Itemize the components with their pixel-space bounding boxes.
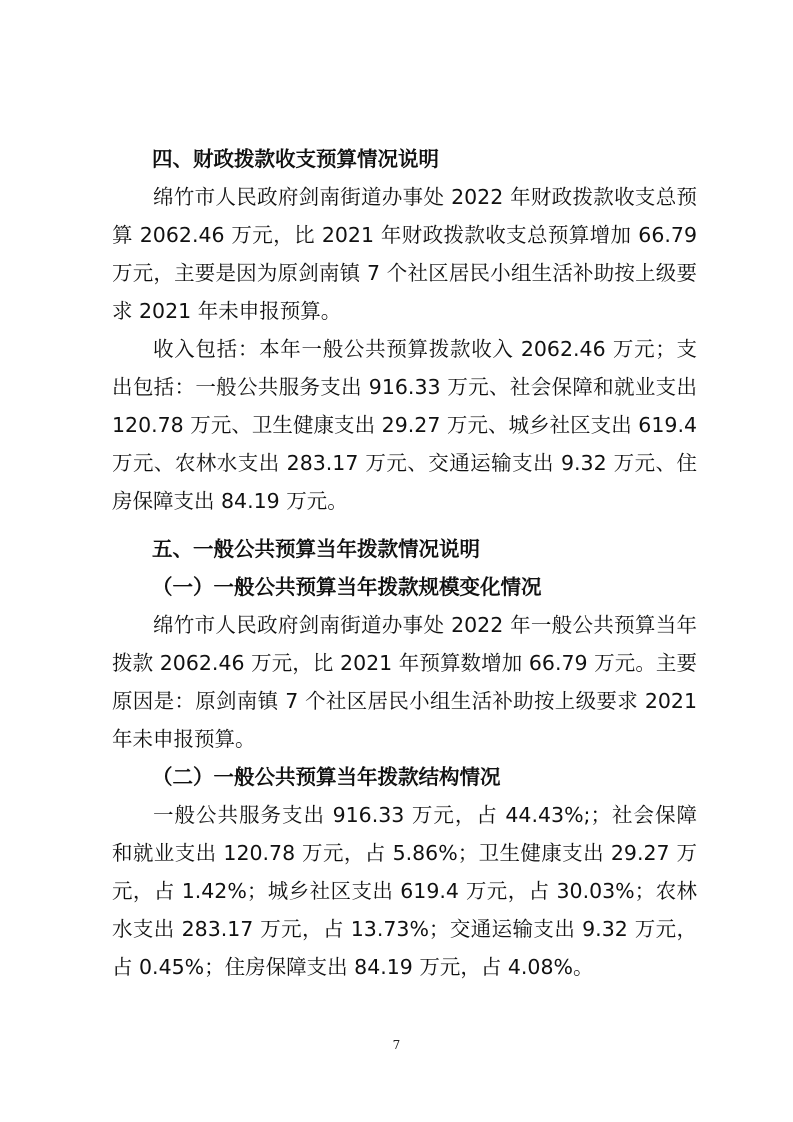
page-number: 7: [392, 1038, 401, 1052]
section-4-paragraph-2: 收入包括：本年一般公共预算拨款收入 2062.46 万元；支出包括：一般公共服务支出 916.33 万元、社会保障和就业支出 120.78 万元、卫生健康支出 29.27 万元、城乡社区支出 619.4 万元、农林水支出 283.17 万元、交通运输支出 9.32 万元、住房保障支出 84.19 万元。: [112, 337, 697, 513]
section-5-1-paragraph: 绵竹市人民政府剑南街道办事处 2022 年一般公共预算当年拨款 2062.46 万元，比 2021 年预算数增加 66.79 万元。主要原因是：原剑南镇 7 个社区居民小组生活补助按上级要求 2021 年未申报预算。: [112, 613, 697, 751]
section-4-heading: 四、财政拨款收支预算情况说明: [152, 147, 439, 171]
section-4-paragraph-1: 绵竹市人民政府剑南街道办事处 2022 年财政拨款收支总预算 2062.46 万元，比 2021 年财政拨款收支总预算增加 66.79 万元，主要是因为原剑南镇 7 个社区居民小组生活补助按上级要求 2021 年未申报预算。: [112, 185, 697, 323]
section-5-1-heading: （一）一般公共预算当年拨款规模变化情况: [152, 575, 542, 599]
section-5-2-paragraph: 一般公共服务支出 916.33 万元，占 44.43%;；社会保障和就业支出 120.78 万元，占 5.86%；卫生健康支出 29.27 万元，占 1.42%；城乡社区支出 619.4 万元，占 30.03%；农林水支出 283.17 万元，占 13.73%；交通运输支出 9.32 万元，占 0.45%；住房保障支出 84.19 万元，占 4.08%。: [112, 803, 697, 979]
document-body: [112, 140, 697, 986]
section-5-heading: 五、一般公共预算当年拨款情况说明: [152, 537, 480, 561]
section-5-2-heading: （二）一般公共预算当年拨款结构情况: [152, 765, 501, 789]
